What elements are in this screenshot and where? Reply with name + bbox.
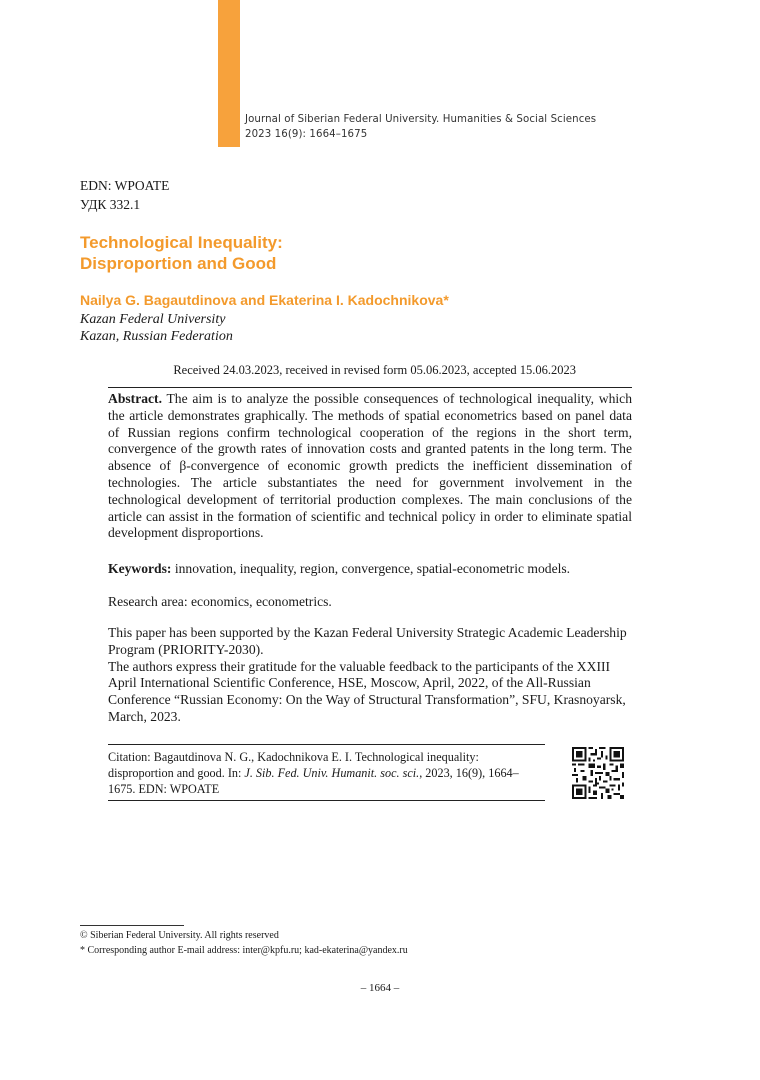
gratitude-note: The authors express their gratitude for the valuable feedback to the participants of the XXIII April International Scientific Conference, HSE, Moscow, April, 2022, of the All-Russian Conference “Russian Economy: On the Way of Structural Transformation”, SFU, Krasnoyarsk, March, 2023.: [108, 658, 626, 724]
citation-details: , 2023, 16(9), 1664–1675. EDN: WPOATE: [108, 766, 519, 797]
journal-name: Journal of Siberian Federal University. Humanities & Social Sciences: [245, 114, 597, 125]
title-line-1: Technological Inequality:: [80, 233, 283, 252]
affiliation-university: Kazan Federal University: [80, 312, 226, 327]
citation: [108, 749, 545, 798]
qr-code-icon: [572, 747, 624, 799]
received-dates: Received 24.03.2023, received in revised form 05.06.2023, accepted 15.06.2023: [173, 363, 576, 377]
udk-code: УДК 332.1: [80, 197, 141, 212]
title-line-2: Disproportion and Good: [80, 254, 277, 273]
author-affiliation: [80, 311, 233, 345]
keywords-text: innovation, inequality, region, convergence, spatial-econometric models.: [171, 561, 571, 576]
citation-journal: J. Sib. Fed. Univ. Humanit. soc. sci.: [244, 766, 420, 781]
journal-accent-bar: [218, 0, 240, 147]
abstract: [108, 391, 632, 542]
keywords: [108, 561, 632, 578]
journal-issue: 2023 16(9): 1664–1675: [245, 129, 368, 140]
citation-bottom-rule: [108, 800, 545, 801]
edn-code: EDN: WPOATE: [80, 178, 170, 193]
journal-header: [245, 112, 596, 142]
page-number: – 1664 –: [360, 982, 400, 994]
abstract-text: The aim is to analyze the possible consequences of technological inequality, which the article demonstrates graphically. The methods of spatial econometrics based on panel data of Russian regions confirm technological cooperation of the regions in the short term, convergence of the growth rates of innovation costs and granted patents in the long term. The absence of β-convergence of economic growth predicts the inefficient dissemination of technologies. The article substantiates the need for government involvement in the technological development of territorial production complexes. The main conclusions of the article can assist in the formation of scientific and technical policy in order to eliminate spatial development disproportions.: [108, 391, 632, 541]
copyright-note: © Siberian Federal University. All rights reserved: [80, 930, 279, 941]
footnote-rule: [80, 925, 184, 926]
funding-note: This paper has been supported by the Kazan Federal University Strategic Academic Leadership Program (PRIORITY-2030).: [108, 625, 627, 657]
abstract-label: Abstract.: [108, 391, 162, 406]
research-area: Research area: economics, econometrics.: [108, 594, 332, 609]
citation-text: Citation: Bagautdinova N. G., Kadochnikova E. I. Technological inequality: disproportion and good. In:: [108, 750, 479, 781]
acknowledgements: [108, 625, 632, 726]
article-identifiers: [80, 176, 169, 214]
article-title: [80, 232, 283, 274]
author-names: Nailya G. Bagautdinova and Ekaterina I. Kadochnikova*: [80, 292, 449, 308]
abstract-top-rule: [108, 387, 632, 388]
keywords-label: Keywords:: [108, 561, 172, 576]
citation-top-rule: [108, 744, 545, 745]
affiliation-location: Kazan, Russian Federation: [80, 329, 233, 344]
corresponding-author-note: * Corresponding author E-mail address: inter@kpfu.ru; kad-ekaterina@yandex.ru: [80, 945, 408, 956]
